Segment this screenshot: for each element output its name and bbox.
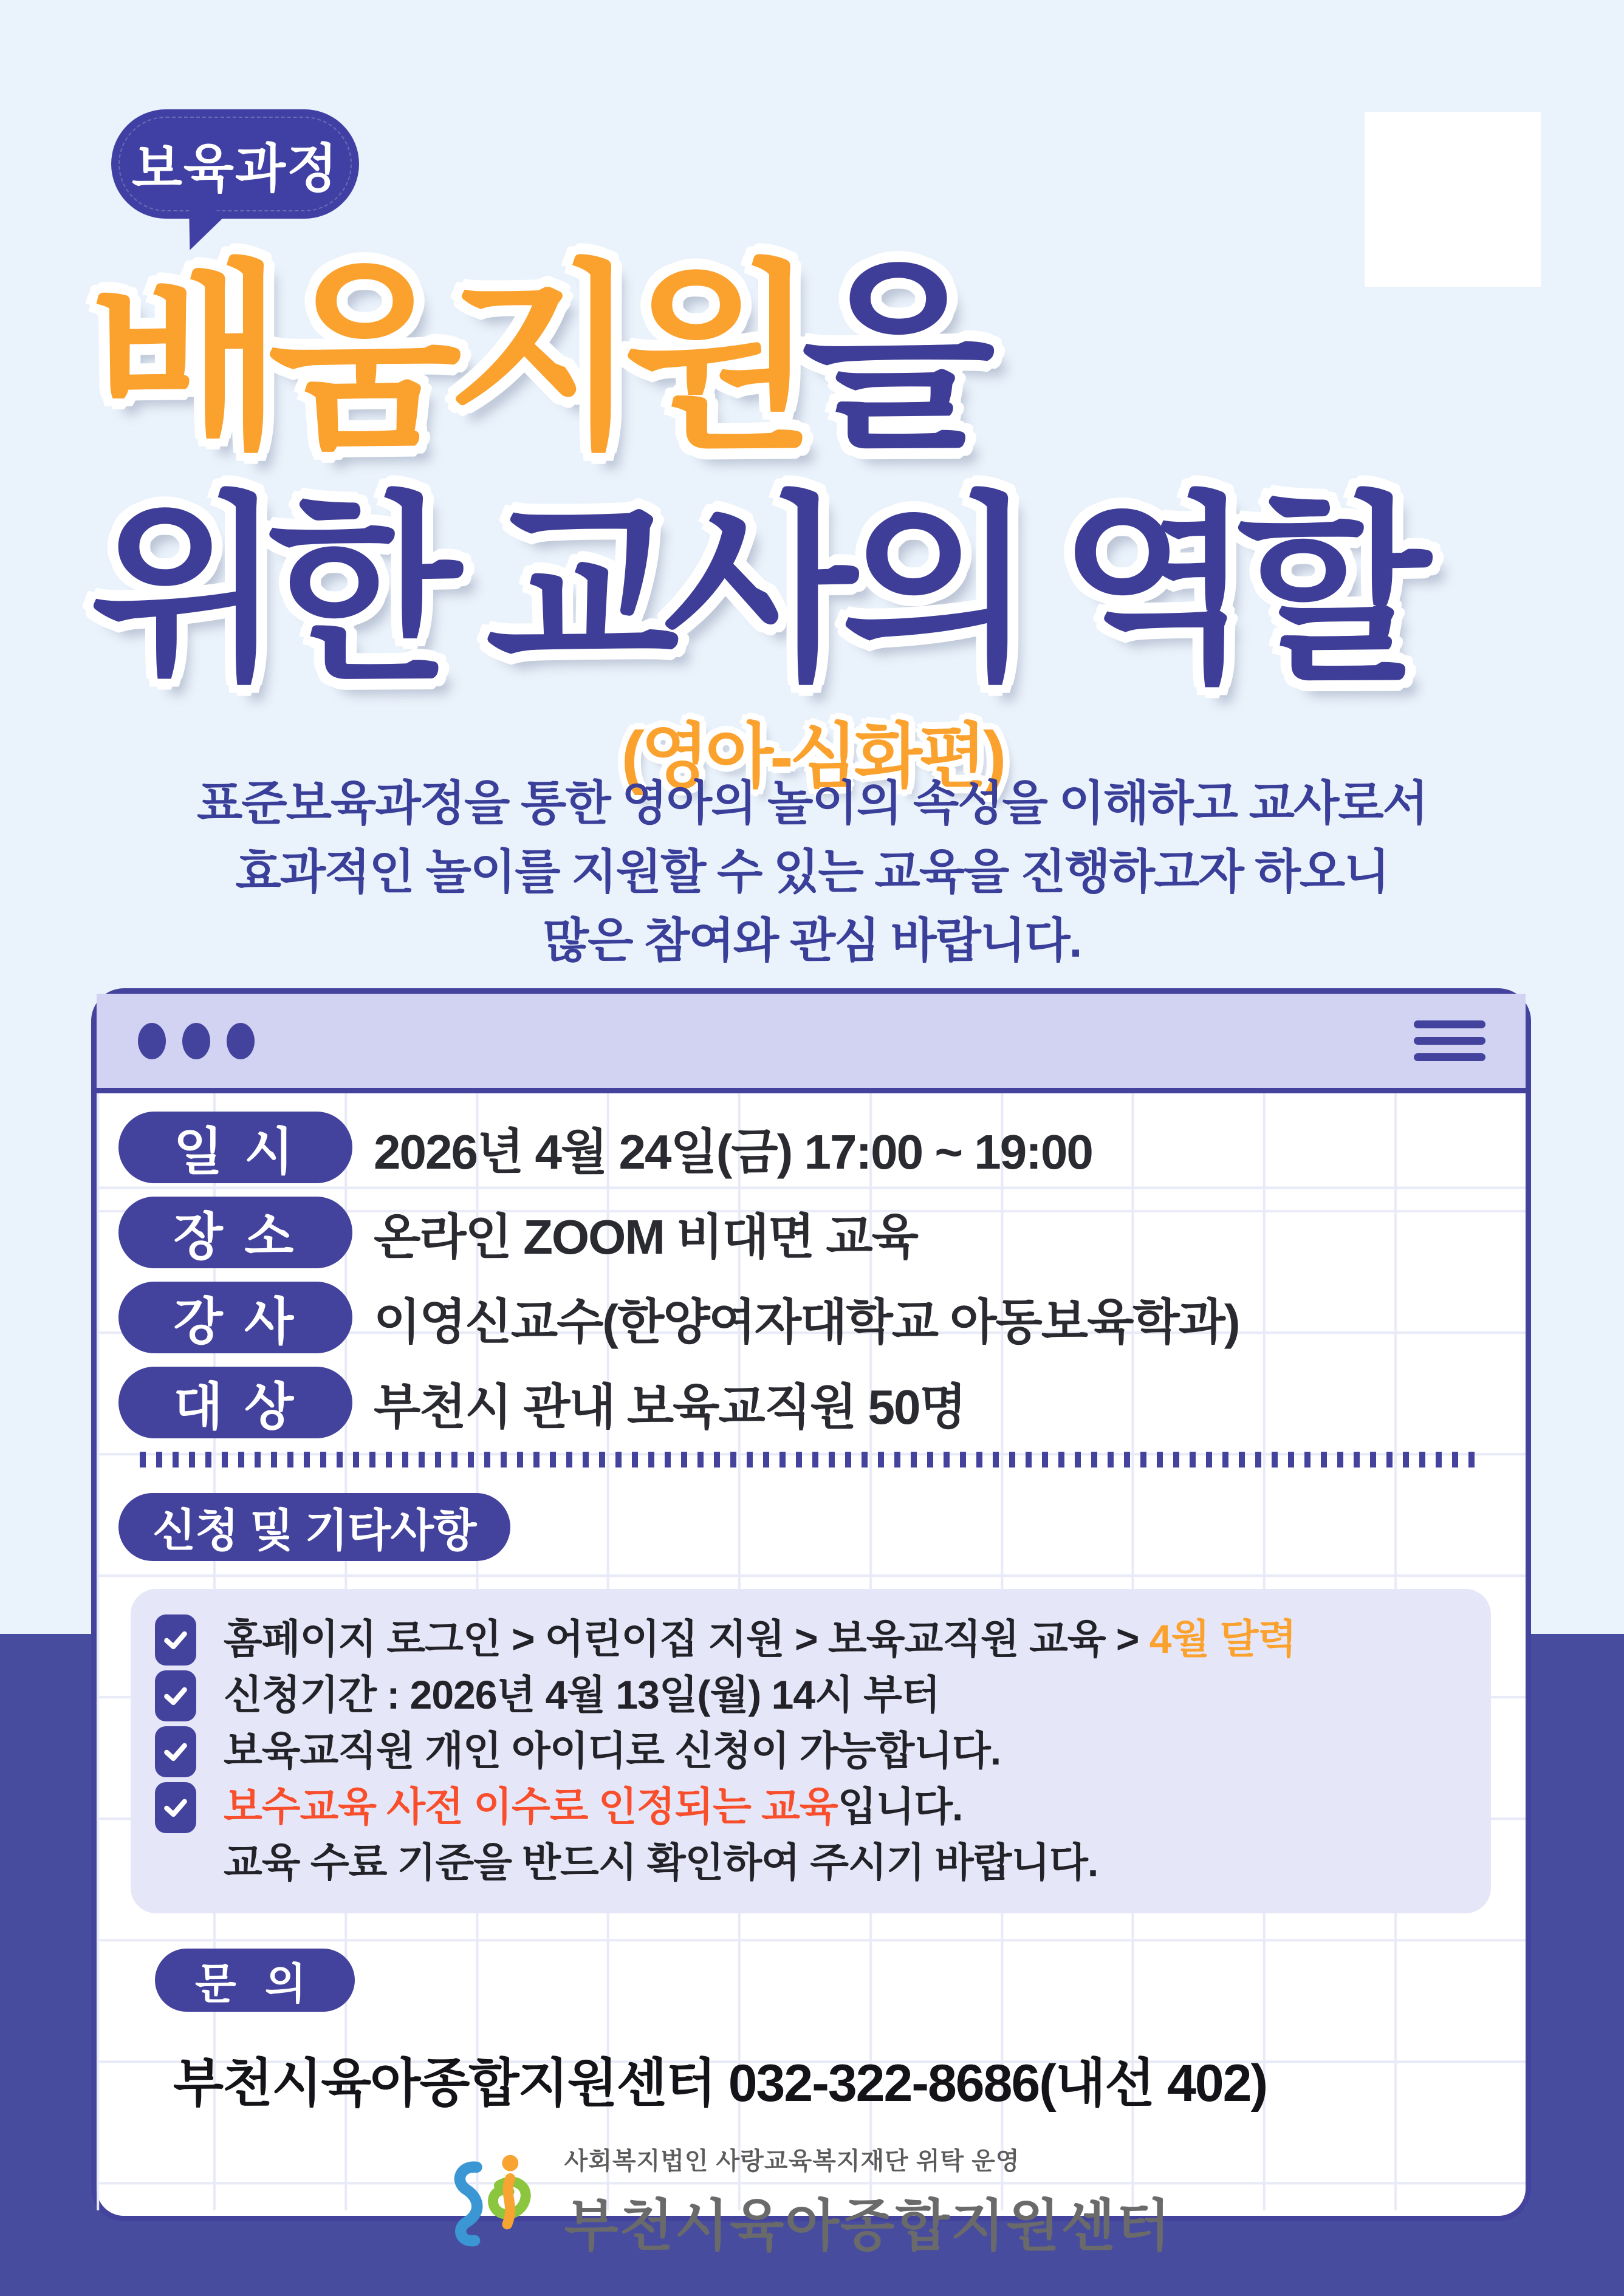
checklist-red-highlight: 보수교육 사전 이수로 인정되는 교육 (224, 1784, 838, 1829)
intro-line: 많은 참여와 관심 바랍니다. (543, 914, 1081, 967)
topic-badge (111, 109, 359, 219)
menu-bar (1414, 1053, 1485, 1061)
intro-paragraph (0, 769, 1624, 975)
checkbox-icon (155, 1670, 196, 1721)
checklist-text (224, 1611, 1296, 1667)
window-body (97, 1093, 1526, 2257)
info-row-datetime (118, 1112, 1498, 1183)
main-title-rest: 을 (801, 247, 979, 471)
breadcrumb-highlight: 4월 달력 (1149, 1616, 1297, 1661)
info-window-card (91, 988, 1531, 2257)
checklist-panel (131, 1589, 1491, 1913)
row-value: 온라인 ZOOM 비대면 교육 (374, 1209, 917, 1264)
org-logo (118, 2142, 1498, 2261)
org-logo-small-text: 사회복지법인 사랑교육복지재단 위탁 운영 (564, 2148, 1020, 2175)
checklist-item-id (155, 1723, 1467, 1778)
checklist-item-period (155, 1667, 1467, 1723)
checklist-item-credit (155, 1778, 1467, 1834)
checklist-text: 보육교직원 개인 아이디로 신청이 가능합니다. (224, 1728, 1001, 1773)
inquiry-badge: 문 의 (155, 1949, 355, 2012)
dotted-divider (140, 1452, 1482, 1467)
intro-line: 표준보육과정을 통한 영아의 놀이의 속성을 이해하고 교사로서 (196, 776, 1428, 830)
intro-line: 효과적인 놀이를 지원할 수 있는 교육을 진행하고자 하오니 (235, 845, 1389, 898)
contact-line: 부천시육아종합지원센터 032-322-8686(내선 402) (173, 2054, 1267, 2113)
checkbox-icon (155, 1614, 196, 1666)
checklist-text (224, 1778, 962, 1834)
row-label-pill: 장 소 (118, 1197, 352, 1268)
info-row-place (118, 1197, 1498, 1268)
window-dot-icon (227, 1023, 255, 1059)
subtitle: (영아-심화편) (621, 717, 1003, 796)
section-badge: 신청 및 기타사항 (118, 1493, 510, 1561)
main-title (90, 243, 1548, 707)
org-logo-large-text: 부천시육아종합지원센터 (564, 2195, 1172, 2257)
main-title-line2: 위한 교사의 역할 (90, 479, 1415, 703)
window-dot-icon (182, 1023, 210, 1059)
menu-bar (1414, 1037, 1485, 1045)
menu-bar (1414, 1020, 1485, 1028)
window-dot-icon (138, 1023, 166, 1059)
menu-icon (1414, 1020, 1485, 1061)
info-row-lecturer (118, 1282, 1498, 1353)
checklist-suffix: 입니다. (837, 1784, 963, 1829)
checklist-text: 신청기간 : 2026년 4월 13일(월) 14시 부터 (224, 1672, 940, 1717)
checkbox-icon (155, 1726, 196, 1777)
main-title-line1 (90, 243, 1548, 475)
breadcrumb: 홈페이지 로그인 > 어린이집 지원 > 보육교직원 교육 > (224, 1616, 1149, 1661)
row-value: 부천시 관내 보육교직원 50명 (374, 1379, 965, 1434)
main-title-highlight: 배움지원 (90, 247, 802, 471)
row-label-pill: 강 사 (118, 1282, 352, 1353)
topic-badge-label: 보육과정 (131, 140, 339, 198)
window-dots-icon (138, 1023, 255, 1059)
window-titlebar (97, 994, 1526, 1093)
checkbox-icon (155, 1782, 196, 1833)
row-value: 2026년 4월 24일(금) 17:00 ~ 19:00 (374, 1124, 1092, 1179)
row-value: 이영신교수(한양여자대학교 아동보육학과) (374, 1294, 1239, 1349)
org-logo-icon (445, 2151, 549, 2253)
row-label-pill: 일 시 (118, 1112, 352, 1183)
checklist-item-path (155, 1611, 1467, 1667)
row-label-pill: 대 상 (118, 1367, 352, 1438)
org-logo-text (564, 2142, 1172, 2261)
checklist-note: 교육 수료 기준을 반드시 확인하여 주시기 바랍니다. (224, 1840, 1098, 1885)
info-row-audience (118, 1367, 1498, 1438)
